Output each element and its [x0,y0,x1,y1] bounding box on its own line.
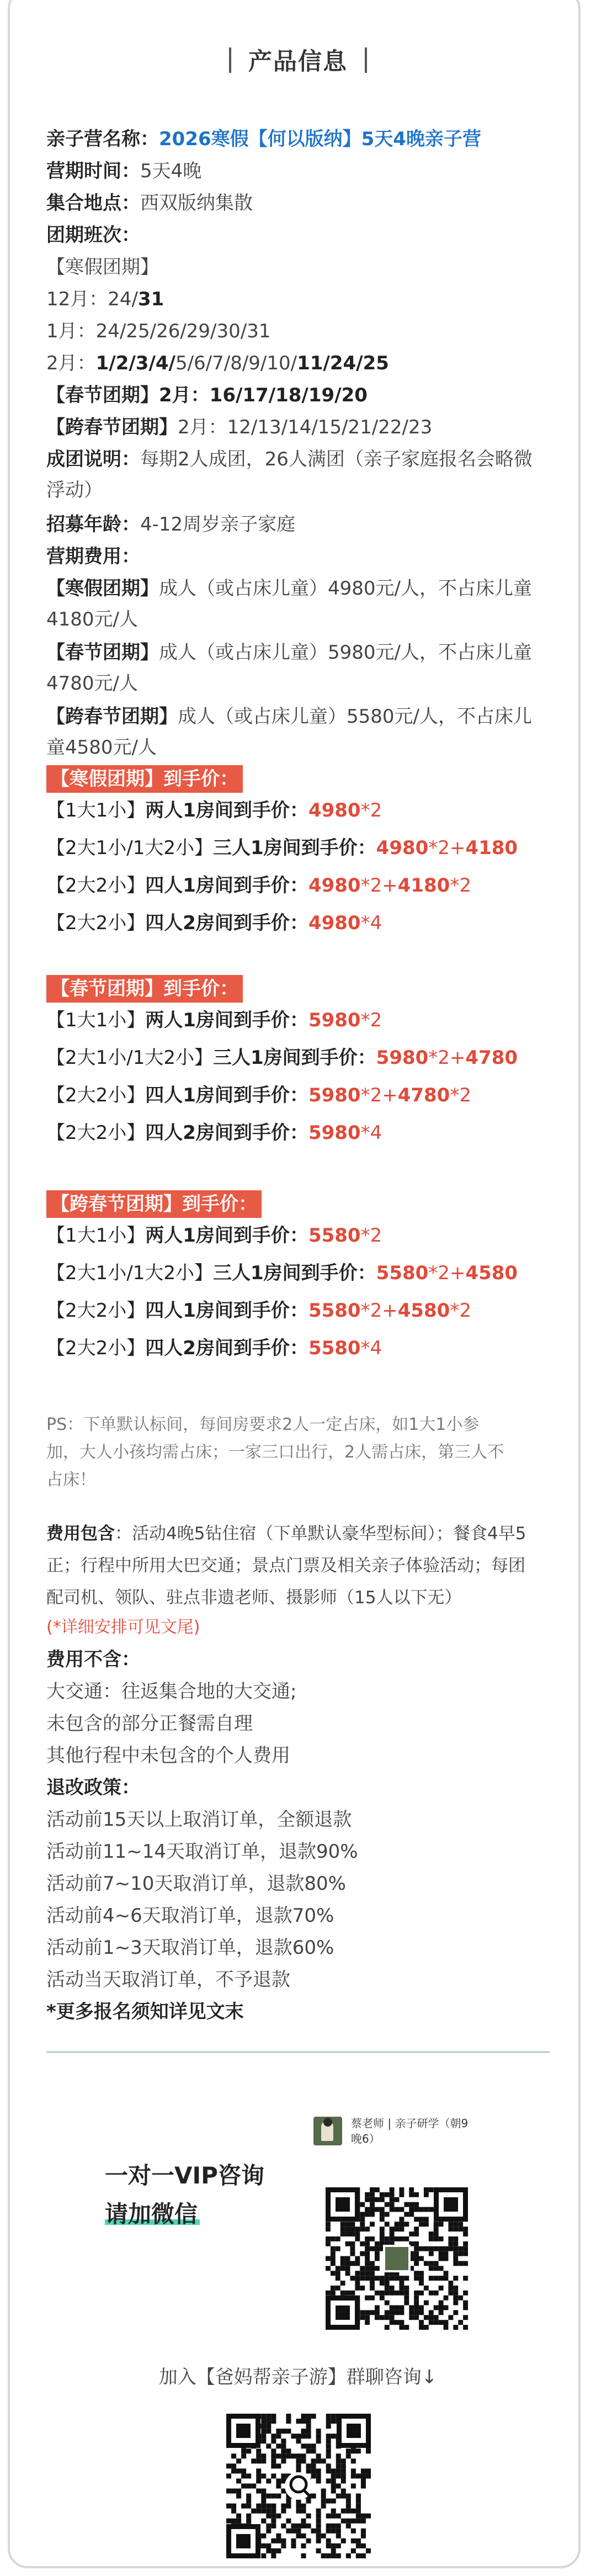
price-amount-2: 4580 [397,1300,450,1322]
price-multiplier: *2+ [428,837,466,859]
refund-item: 活动前11~14天取消订单，退款90% [46,1841,358,1863]
price-row [46,1261,518,1285]
price-desc: 三人1房间到手价： [212,1047,376,1069]
group-chat-qr-code [226,2414,371,2558]
price-amount: 5980 [308,1122,361,1144]
price-multiplier: *4 [360,1337,382,1359]
price-row [46,1223,382,1248]
price-block-banner: 【寒假团期】到手价： [46,765,243,793]
price-multiplier: *2+ [360,1300,398,1322]
group-rule-line-2: 浮动） [46,479,103,501]
room-type: 【2大2小】 [46,1084,146,1106]
price-amount: 5580 [376,1262,429,1284]
refund-item: 活动前4~6天取消订单，退款70% [46,1905,334,1927]
fee-spring-line-1: 【春节团期】成人（或占床儿童）5980元/人，不占床儿童 [46,642,532,664]
price-desc: 2房间到手价： [183,912,308,934]
group-rule-line-1: 成团说明：每期2人成团，26人满团（亲子家庭报名会略微 [46,448,533,470]
price-desc: 三人1房间到手价： [212,1262,376,1284]
price-multiplier: *2 [360,1225,382,1247]
qr-pattern [326,2187,468,2330]
price-row [46,1083,471,1107]
fee-spring-line-2: 4780元/人 [46,672,138,695]
room-type: 【1大1小】 [46,799,146,821]
feb-dates: 2月：1/2/3/4/5/6/7/8/9/10/11/24/25 [46,352,389,374]
price-amount-2: 4180 [465,837,518,859]
group-join-text: 加入【爸妈帮亲子游】群聊咨询↓ [158,2366,438,2388]
contact-avatar [313,2117,342,2145]
fee-winter-line-2: 4180元/人 [46,608,138,630]
camp-time-value: 5天4晚 [140,160,202,182]
price-amount-2: 4180 [397,874,450,897]
jan-dates: 1月：24/25/26/29/30/31 [46,320,271,342]
camp-place-label: 集合地点： [46,192,140,214]
price-desc: 四人1房间到手价： [145,1084,308,1106]
price-amount: 4980 [308,912,361,934]
room-type: 【1大1小】 [46,1009,146,1031]
refund-item: 活动前1~3天取消订单，退款60% [46,1937,334,1959]
section-divider [46,2052,550,2053]
price-amount: 4980 [308,799,361,821]
price-amount: 4980 [376,837,429,859]
room-type: 【2大2小】 [46,874,146,897]
price-row [46,836,518,860]
exclude-item: 大交通：往返集合地的大交通; [46,1681,297,1703]
price-amount-2: 4780 [465,1047,518,1069]
camp-name-line [46,127,481,151]
consult-line-2: 请加微信 [105,2196,198,2229]
price-amount: 5580 [308,1300,361,1322]
camp-name-value: 2026寒假【何以版纳】5天4晚亲子营 [159,128,481,150]
refund-item: 活动当天取消订单，不予退款 [46,1969,290,1991]
price-row [46,1121,382,1145]
price-row [46,1008,382,1032]
ps-line-2: 加，大人小孩均需占床；一家三口出行，2人需占床，第三人不 [46,1443,504,1462]
camp-place-line [46,191,253,215]
section-title: 产品信息 [248,48,348,76]
price-block-banner: 【跨春节团期】到手价： [46,1190,262,1218]
include-line-1: 费用包含：活动4晚5钻住宿（下单默认豪华型标间）；餐食4早5 [46,1524,526,1544]
camp-place-value: 西双版纳集散 [140,192,253,214]
room-type: 【2大1小/1大2小】 [46,1047,213,1069]
room-type: 【2大1小/1大2小】 [46,837,213,859]
price-desc: 两人1房间到手价： [145,1009,308,1031]
winter-header: 【寒假团期】 [46,256,159,278]
price-desc: 四人1房间到手价： [145,1300,308,1322]
price-row [46,1336,382,1360]
price-row [46,798,382,823]
more-info-note: *更多报名须知详见文末 [46,2001,244,2023]
price-amount-2: 4780 [397,1084,450,1106]
fee-cross-line-2: 童4580元/人 [46,736,157,759]
ps-line-3: 占床！ [46,1470,96,1490]
occupancy-bold: 四人 [145,912,183,934]
price-amount-2: 4580 [465,1262,518,1284]
room-type: 【2大1小/1大2小】 [46,1262,213,1284]
price-desc: 2房间到手价： [183,1122,308,1144]
spring-dates: 【春节团期】2月：16/17/18/19/20 [46,384,368,406]
section-header [0,43,596,77]
exclude-item: 未包含的部分正餐需自理 [46,1713,253,1735]
exclude-label: 费用不含： [46,1649,140,1671]
camp-name-label: 亲子营名称： [46,128,159,150]
batches-label: 团期班次： [46,224,140,246]
price-multiplier: *2+ [428,1262,466,1284]
price-desc: 2房间到手价： [183,1337,308,1359]
occupancy-bold: 四人 [145,1337,183,1359]
refund-item: 活动前7~10天取消订单，退款80% [46,1873,346,1895]
price-amount: 5980 [308,1084,361,1106]
occupancy-bold: 四人 [145,1122,183,1144]
price-desc: 两人1房间到手价： [145,799,308,821]
room-type: 【2大2小】 [46,1300,146,1322]
price-amount: 5580 [308,1225,361,1247]
room-type: 【2大2小】 [46,1122,146,1144]
contact-name: 蔡老师 | 亲子研学（朝9 晚6） [351,2117,469,2145]
qr-pattern [226,2414,371,2558]
price-multiplier: *4 [360,912,382,934]
room-type: 【2大2小】 [46,1337,146,1359]
price-multiplier: *2+ [360,1084,398,1106]
refund-item: 活动前15天以上取消订单，全额退款 [46,1809,352,1831]
price-amount: 5580 [308,1337,361,1359]
price-amount: 4980 [308,874,361,897]
price-multiplier: *2+ [428,1047,466,1069]
price-row [46,911,382,935]
camp-time-line [46,159,201,183]
price-multiplier: *4 [360,1122,382,1144]
price-multiplier-2: *2 [450,1300,471,1322]
price-row [46,873,471,898]
room-type: 【1大1小】 [46,1225,146,1247]
price-desc: 四人1房间到手价： [145,874,308,897]
consult-line-1: 一对一VIP咨询 [105,2162,264,2189]
camp-time-label: 营期时间： [46,160,140,182]
include-line-3: 配司机、领队、驻点非遗老师、摄影师（15人以下无） [46,1588,462,1608]
price-row [46,1298,471,1323]
age-line: 招募年龄：4-12周岁亲子家庭 [46,513,296,536]
refund-label: 退改政策： [46,1777,140,1799]
price-amount: 5980 [376,1047,429,1069]
title-bar-left [229,47,231,73]
price-row [46,1046,518,1070]
ps-line-1: PS：下单默认标间，每间房要求2人一定占床，如1大1小参 [46,1415,480,1434]
dec-dates: 12月：24/31 [46,288,164,310]
price-desc: 两人1房间到手价： [145,1225,308,1247]
cross-dates: 【跨春节团期】2月：12/13/14/15/21/22/23 [46,416,433,438]
price-multiplier: *2+ [360,874,398,897]
exclude-item: 其他行程中未包含的个人费用 [46,1745,290,1767]
fee-label: 营期费用： [46,545,140,568]
fee-winter-line-1: 【寒假团期】成人（或占床儿童）4980元/人，不占床儿童 [46,577,532,600]
room-type: 【2大2小】 [46,912,146,934]
price-amount: 5980 [308,1009,361,1031]
price-multiplier: *2 [360,1009,382,1031]
title-bar-right [365,47,367,73]
include-line-2: 正；行程中所用大巴交通；景点门票及相关亲子体验活动；每团 [46,1556,525,1576]
price-multiplier-2: *2 [450,874,471,897]
price-desc: 三人1房间到手价： [212,837,376,859]
fee-cross-line-1: 【跨春节团期】成人（或占床儿童）5580元/人，不占床儿 [46,706,532,728]
price-multiplier: *2 [360,799,382,821]
personal-wechat-qr-code [326,2187,468,2330]
include-note: (*详细安排可见文尾) [46,1618,200,1637]
price-multiplier-2: *2 [450,1084,471,1106]
price-block-banner: 【春节团期】到手价： [46,975,243,1003]
